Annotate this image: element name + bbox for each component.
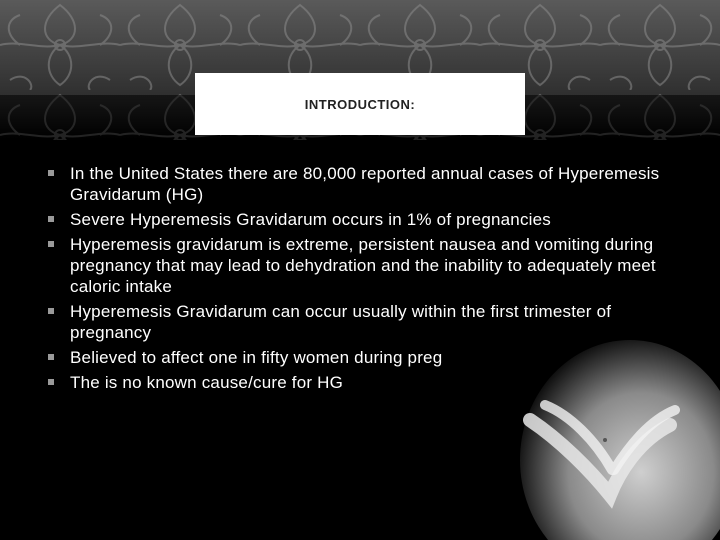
bullet-item	[48, 234, 668, 297]
square-bullet-icon	[48, 170, 54, 176]
bullet-text: Hyperemesis Gravidarum can occur usually within the first trimester of pregnancy	[70, 302, 612, 342]
title-box	[195, 73, 525, 135]
square-bullet-icon	[48, 241, 54, 247]
bullet-item	[48, 301, 668, 343]
square-bullet-icon	[48, 216, 54, 222]
bullet-list	[48, 163, 668, 397]
bullet-text: In the United States there are 80,000 reported annual cases of Hyperemesis Gravidarum (HG)	[70, 164, 660, 204]
bullet-text: Believed to affect one in fifty women during preg	[70, 348, 443, 367]
bullet-text: Hyperemesis gravidarum is extreme, persistent nausea and vomiting during pregnancy that may lead to dehydration and the inability to adequately meet caloric intake	[70, 235, 656, 296]
bullet-item	[48, 209, 668, 230]
bullet-item	[48, 347, 668, 368]
bullet-item	[48, 163, 668, 205]
bullet-item	[48, 372, 668, 393]
bullet-text: Severe Hyperemesis Gravidarum occurs in 1% of pregnancies	[70, 210, 551, 229]
slide-title: INTRODUCTION:	[304, 96, 416, 112]
bullet-text: The is no known cause/cure for HG	[70, 373, 344, 392]
square-bullet-icon	[48, 308, 54, 314]
square-bullet-icon	[48, 354, 54, 360]
square-bullet-icon	[48, 379, 54, 385]
